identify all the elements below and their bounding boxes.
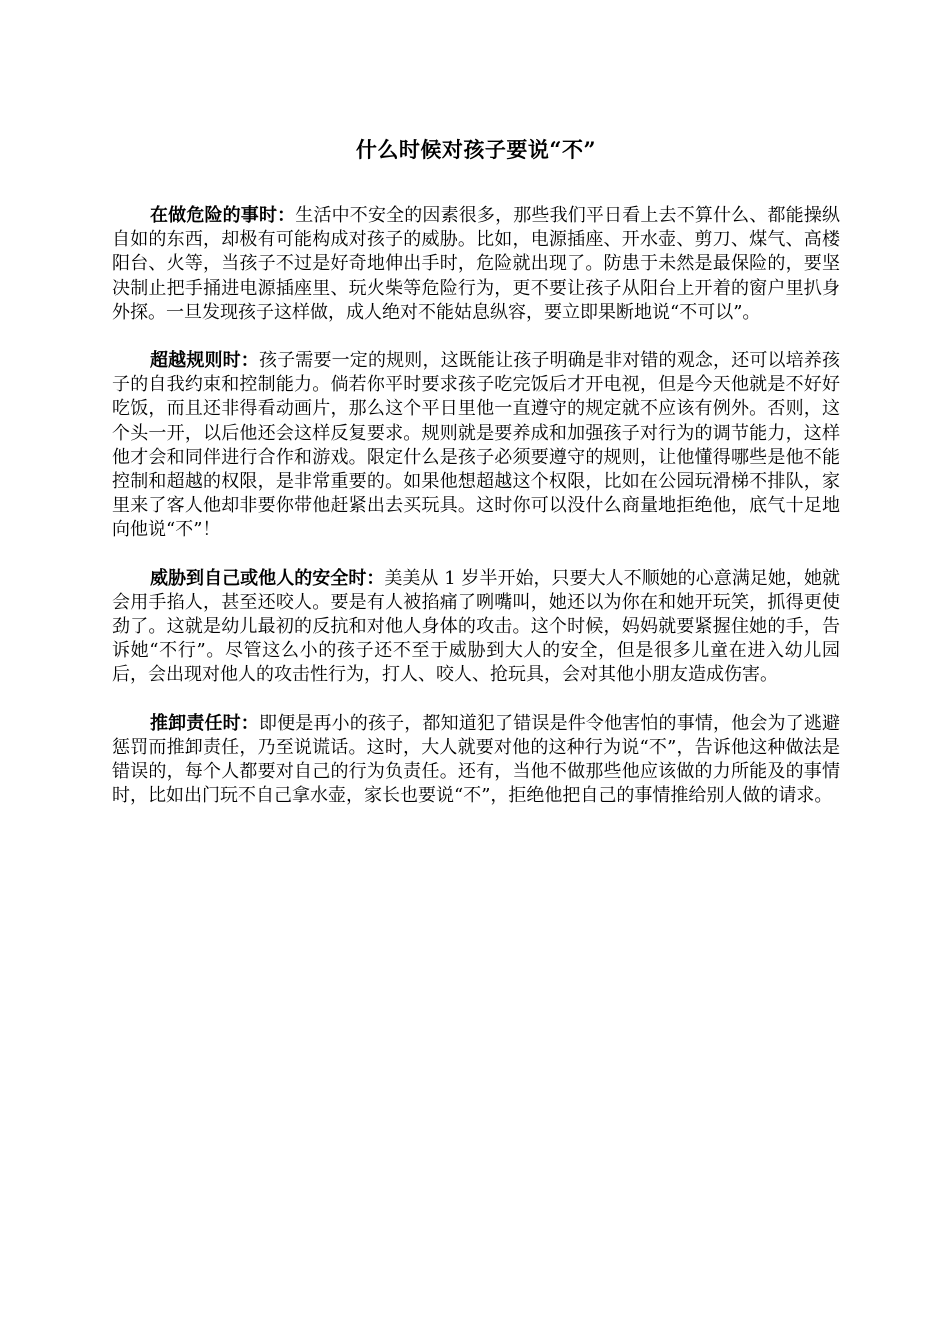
- section-body: 孩子需要一定的规则，这既能让孩子明确是非对错的观念，还可以培养孩子的自我约束和控制能力。倘若你平时要求孩子吃完饭后才开电视，但是今天他就是不好好吃饭，而且还非得看动画片，那么这个平日里他一直遵守的规定就不应该有例外。否则，这个头一开，以后他还会这样反复要求。规则就是要养成和加强孩子对行为的调节能力，这样他才会和同伴进行合作和游戏。限定什么是孩子必须要遵守的规则，让他懂得哪些是他不能控制和超越的权限，是非常重要的。如果他想超越这个权限，比如在公园玩滑梯不排队，家里来了客人他却非要你带他赶紧出去买玩具。这时你可以没什么商量地拒绝他，底气十足地向他说“不”！: [112, 350, 841, 541]
- section-body: 美美从 1 岁半开始，只要大人不顺她的心意满足她，她就会用手掐人，甚至还咬人。要是有人被掐痛了咧嘴叫，她还以为你在和她开玩笑，抓得更使劲了。这就是幼儿最初的反抗和对他人身体的攻击。这个时候，妈妈就要紧握住她的手，告诉她“不行”。尽管这么小的孩子还不至于威胁到大人的安全，但是很多儿童在进入幼儿园后，会出现对他人的攻击性行为，打人、咬人、抢玩具，会对其他小朋友造成伤害。: [112, 567, 840, 686]
- section-body: 生活中不安全的因素很多，那些我们平日看上去不算什么、都能操纵自如的东西，却极有可能构成对孩子的威胁。比如，电源插座、开水壶、剪刀、煤气、高楼阳台、火等，当孩子不过是好奇地伸出手时，危险就出现了。防患于未然是最保险的，要坚决制止把手捅进电源插座里、玩火柴等危险行为，更不要让孩子从阳台上开着的窗户里扒身外探。一旦发现孩子这样做，成人绝对不能姑息纵容，要立即果断地说“不可以”。: [112, 205, 840, 323]
- section-heading: 威胁到自己或他人的安全时：: [150, 567, 385, 589]
- section-heading: 超越规则时：: [150, 350, 259, 372]
- section-responsibility: [112, 712, 840, 809]
- section-safety: [112, 567, 840, 688]
- document-title: 什么时候对孩子要说“不”: [355, 137, 597, 162]
- section-body: 即便是再小的孩子，都知道犯了错误是件令他害怕的事情，他会为了逃避惩罚而推卸责任，乃至说谎话。这时，大人就要对他的这种行为说“不”，告诉他这种做法是错误的，每个人都要对自己的行为负责任。还有，当他不做那些他应该做的力所能及的事情时，比如出门玩不自己拿水壶，家长也要说“不”，拒绝他把自己的事情推给别人做的请求。: [112, 712, 841, 807]
- document-page: [112, 0, 840, 808]
- section-danger: [112, 204, 840, 325]
- section-rules: [112, 349, 840, 543]
- section-heading: 在做危险的事时：: [150, 205, 296, 226]
- section-heading: 推卸责任时：: [150, 712, 259, 734]
